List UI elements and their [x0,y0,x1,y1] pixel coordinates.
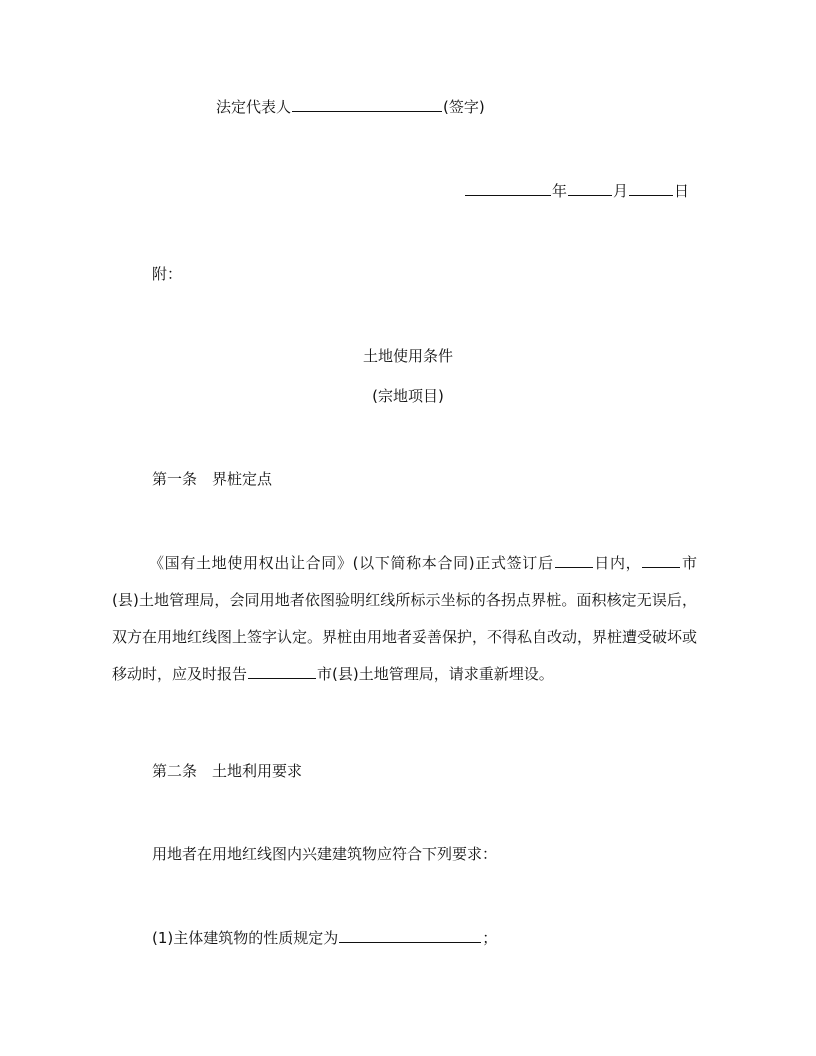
article1-paragraph [112,545,697,693]
date-line [464,180,689,201]
month-label: 月 [613,182,629,200]
article1-text-2: 日内， [593,554,642,572]
item1-prefix: (1)主体建筑物的性质规定为 [152,929,339,947]
article1-text-1: 《国有土地使用权出让合同》(以下简称本合同)正式签订后 [149,554,554,572]
signature-blank [292,96,442,112]
item1-suffix: ； [482,929,498,947]
day-blank [629,180,673,196]
year-label: 年 [552,182,568,200]
article2-heading: 第二条 土地利用要求 [152,762,303,780]
article2-item1 [152,927,497,948]
city-blank-2 [248,663,316,679]
day-label: 日 [674,182,690,200]
article2-intro: 用地者在用地红线图内兴建建筑物应符合下列要求： [152,845,498,863]
document-subtitle: (宗地项目) [372,387,444,405]
item1-blank [339,927,481,943]
city-blank-1 [642,552,680,568]
article1-heading: 第一条 界桩定点 [152,470,273,488]
year-blank [465,180,551,196]
signature-label: 法定代表人 [216,98,292,116]
article1-text-3: 市(县)土地管理局，会同用地者依图验明红线所标示坐标的各拐点界桩。面积核定无误后，双方在用地红线图上签字认定。界桩由用地者妥善保护，不得私自改动，界桩遭受破坏或移动时，应及时报告 [112,554,698,683]
article1-text-4: 市(县)土地管理局，请求重新埋设。 [317,665,554,683]
document-title: 土地使用条件 [362,347,453,365]
month-blank [568,180,612,196]
signature-suffix: (签字) [443,98,485,116]
days-blank [555,552,593,568]
signature-line [216,96,485,117]
attachment-label: 附： [152,265,183,283]
